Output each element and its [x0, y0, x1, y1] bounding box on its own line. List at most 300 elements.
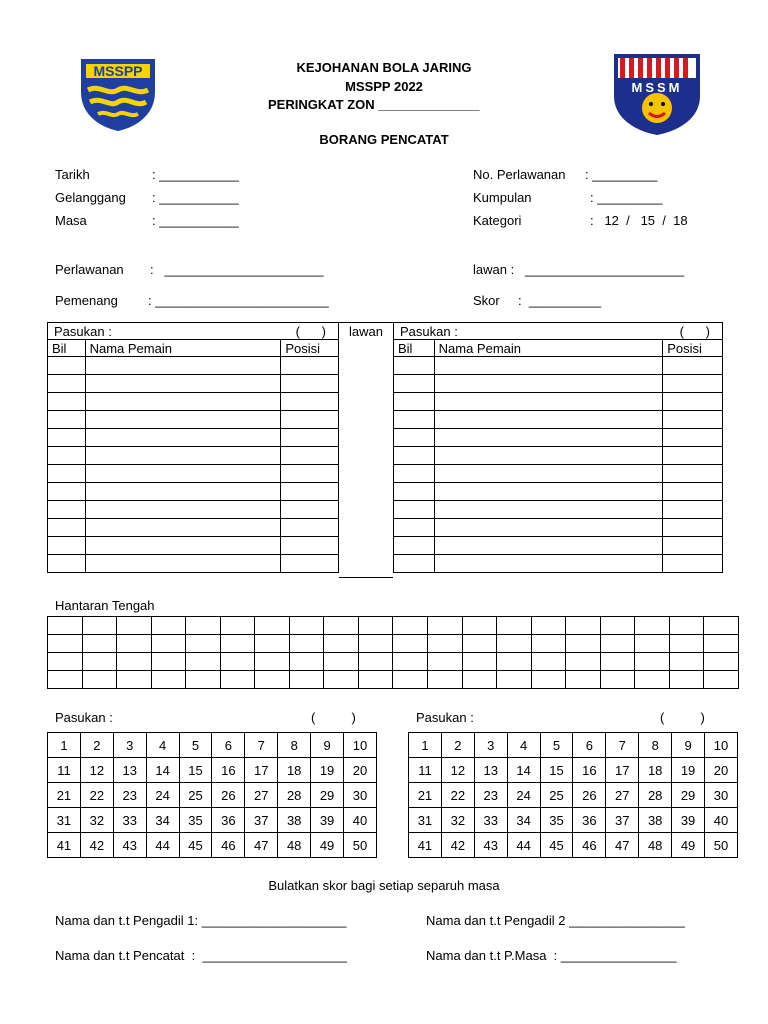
- player-row: [48, 501, 339, 519]
- score-cell[interactable]: 44: [507, 833, 540, 858]
- score-cell[interactable]: 27: [245, 783, 278, 808]
- score-cell[interactable]: 40: [705, 808, 738, 833]
- mssm-logo-text: MSSM: [631, 80, 683, 95]
- score-cell[interactable]: 16: [212, 758, 245, 783]
- team-code-field[interactable]: ( ): [679, 323, 710, 339]
- pemenang-field[interactable]: : ________________________: [148, 293, 329, 308]
- hantaran-cell[interactable]: [151, 671, 186, 689]
- score-cell[interactable]: 26: [212, 783, 245, 808]
- score-cell[interactable]: 29: [672, 783, 705, 808]
- hantaran-cell[interactable]: [566, 671, 601, 689]
- hantaran-cell[interactable]: [48, 653, 83, 671]
- player-bil-cell[interactable]: [394, 429, 435, 447]
- hantaran-cell[interactable]: [428, 653, 463, 671]
- hantaran-cell[interactable]: [255, 635, 290, 653]
- score-cell[interactable]: 5: [540, 733, 573, 758]
- player-name-cell[interactable]: [434, 501, 663, 519]
- hantaran-cell[interactable]: [704, 653, 739, 671]
- score-cell[interactable]: 42: [441, 833, 474, 858]
- hantaran-cell[interactable]: [186, 617, 221, 635]
- score-cell[interactable]: 17: [606, 758, 639, 783]
- hantaran-cell[interactable]: [428, 617, 463, 635]
- score-cell[interactable]: 2: [441, 733, 474, 758]
- pemenang-label: Pemenang: [55, 293, 118, 308]
- player-name-cell[interactable]: [434, 393, 663, 411]
- score-cell[interactable]: 36: [573, 808, 606, 833]
- score-cell[interactable]: 23: [474, 783, 507, 808]
- player-row: [48, 519, 339, 537]
- score-cell[interactable]: 3: [474, 733, 507, 758]
- score-cell[interactable]: 46: [573, 833, 606, 858]
- score-cell[interactable]: 25: [179, 783, 212, 808]
- hantaran-cell[interactable]: [462, 653, 497, 671]
- player-bil-cell[interactable]: [48, 465, 86, 483]
- hantaran-cell[interactable]: [48, 617, 83, 635]
- hantaran-cell[interactable]: [704, 617, 739, 635]
- score-cell[interactable]: 20: [344, 758, 377, 783]
- player-name-cell[interactable]: [85, 537, 281, 555]
- score-cell[interactable]: 31: [409, 808, 442, 833]
- hantaran-cell[interactable]: [635, 671, 670, 689]
- score-cell[interactable]: 18: [639, 758, 672, 783]
- hantaran-cell[interactable]: [428, 671, 463, 689]
- hantaran-cell[interactable]: [497, 635, 532, 653]
- score-cell[interactable]: 8: [639, 733, 672, 758]
- hantaran-cell[interactable]: [462, 617, 497, 635]
- score-cell[interactable]: 19: [311, 758, 344, 783]
- tarikh-field[interactable]: : ___________: [152, 167, 239, 182]
- hantaran-cell[interactable]: [600, 635, 635, 653]
- score-cell[interactable]: 19: [672, 758, 705, 783]
- gelanggang-field[interactable]: : ___________: [152, 190, 239, 205]
- score-cell[interactable]: 43: [474, 833, 507, 858]
- hantaran-cell[interactable]: [566, 653, 601, 671]
- hantaran-cell[interactable]: [393, 671, 428, 689]
- score-cell[interactable]: 43: [113, 833, 146, 858]
- player-name-cell[interactable]: [85, 357, 281, 375]
- hantaran-cell[interactable]: [82, 671, 117, 689]
- score-cell[interactable]: 4: [507, 733, 540, 758]
- score-cell[interactable]: 17: [245, 758, 278, 783]
- player-row: [48, 411, 339, 429]
- player-posisi-cell[interactable]: [281, 429, 339, 447]
- player-bil-cell[interactable]: [48, 447, 86, 465]
- score-cell[interactable]: 1: [409, 733, 442, 758]
- player-row: [48, 393, 339, 411]
- hantaran-cell[interactable]: [255, 653, 290, 671]
- no-perlawanan-label: No. Perlawanan: [473, 167, 566, 182]
- player-row: [394, 447, 723, 465]
- hantaran-cell[interactable]: [220, 635, 255, 653]
- perlawanan-label: Perlawanan: [55, 262, 124, 277]
- score-cell[interactable]: 6: [212, 733, 245, 758]
- score-cell[interactable]: 48: [278, 833, 311, 858]
- score-cell[interactable]: 25: [540, 783, 573, 808]
- score-cell[interactable]: 50: [344, 833, 377, 858]
- player-name-cell[interactable]: [85, 429, 281, 447]
- hantaran-cell[interactable]: [393, 617, 428, 635]
- player-name-cell[interactable]: [434, 483, 663, 501]
- player-posisi-cell[interactable]: [281, 465, 339, 483]
- score-cell[interactable]: 28: [278, 783, 311, 808]
- player-bil-cell[interactable]: [48, 483, 86, 501]
- score-cell[interactable]: 23: [113, 783, 146, 808]
- team-code-field[interactable]: ( ): [295, 323, 326, 339]
- team-name-label: Pasukan :: [400, 323, 458, 339]
- player-row: [48, 375, 339, 393]
- hantaran-cell[interactable]: [531, 653, 566, 671]
- score-cell[interactable]: 18: [278, 758, 311, 783]
- score-cell[interactable]: 8: [278, 733, 311, 758]
- score-cell[interactable]: 34: [146, 808, 179, 833]
- score-cell[interactable]: 3: [113, 733, 146, 758]
- score-cell[interactable]: 38: [639, 808, 672, 833]
- hantaran-cell[interactable]: [669, 671, 704, 689]
- hantaran-cell[interactable]: [186, 653, 221, 671]
- hantaran-cell[interactable]: [600, 653, 635, 671]
- player-bil-cell[interactable]: [394, 411, 435, 429]
- player-name-cell[interactable]: [434, 411, 663, 429]
- score-cell[interactable]: 47: [606, 833, 639, 858]
- score-cell[interactable]: 15: [540, 758, 573, 783]
- score-cell[interactable]: 13: [113, 758, 146, 783]
- pmasa-signature[interactable]: Nama dan t.t P.Masa : ________________: [426, 948, 677, 963]
- score-cell[interactable]: 11: [409, 758, 442, 783]
- hantaran-cell[interactable]: [566, 617, 601, 635]
- player-posisi-cell[interactable]: [281, 393, 339, 411]
- pencatat-signature[interactable]: Nama dan t.t Pencatat : ____________________: [55, 948, 348, 963]
- col-posisi-header: Posisi: [663, 340, 723, 357]
- player-bil-cell[interactable]: [48, 375, 86, 393]
- player-name-cell[interactable]: [85, 411, 281, 429]
- hantaran-cell[interactable]: [82, 635, 117, 653]
- score-cell[interactable]: 50: [705, 833, 738, 858]
- score-cell[interactable]: 49: [672, 833, 705, 858]
- player-posisi-cell[interactable]: [281, 375, 339, 393]
- event-year: MSSPP 2022: [345, 79, 423, 94]
- player-bil-cell[interactable]: [48, 501, 86, 519]
- hantaran-cell[interactable]: [324, 671, 359, 689]
- score-cell[interactable]: 33: [474, 808, 507, 833]
- hantaran-cell[interactable]: [82, 653, 117, 671]
- hantaran-cell[interactable]: [289, 635, 324, 653]
- player-name-cell[interactable]: [85, 447, 281, 465]
- perlawanan-field[interactable]: : ______________________: [150, 262, 324, 277]
- score-cell[interactable]: 39: [311, 808, 344, 833]
- player-bil-cell[interactable]: [48, 537, 86, 555]
- score-cell[interactable]: 10: [705, 733, 738, 758]
- hantaran-cell[interactable]: [324, 635, 359, 653]
- score-cell[interactable]: 9: [311, 733, 344, 758]
- form-title: BORANG PENCATAT: [319, 132, 449, 147]
- kategori-field[interactable]: : 12 / 15 / 18: [590, 213, 688, 228]
- player-bil-cell[interactable]: [48, 393, 86, 411]
- hantaran-cell[interactable]: [462, 671, 497, 689]
- hantaran-cell[interactable]: [704, 635, 739, 653]
- player-bil-cell[interactable]: [48, 411, 86, 429]
- hantaran-cell[interactable]: [48, 635, 83, 653]
- player-name-cell[interactable]: [85, 465, 281, 483]
- kumpulan-field[interactable]: : _________: [590, 190, 663, 205]
- score-cell[interactable]: 24: [507, 783, 540, 808]
- score-cell[interactable]: 6: [573, 733, 606, 758]
- score-cell[interactable]: 2: [80, 733, 113, 758]
- team-table-left: [47, 322, 339, 573]
- hantaran-cell[interactable]: [117, 653, 152, 671]
- hantaran-cell[interactable]: [669, 653, 704, 671]
- hantaran-cell[interactable]: [289, 653, 324, 671]
- player-name-cell[interactable]: [434, 465, 663, 483]
- player-name-cell[interactable]: [85, 393, 281, 411]
- hantaran-cell[interactable]: [497, 617, 532, 635]
- hantaran-cell[interactable]: [531, 671, 566, 689]
- player-row: [48, 537, 339, 555]
- hantaran-cell[interactable]: [531, 617, 566, 635]
- score-cell[interactable]: 21: [409, 783, 442, 808]
- player-name-cell[interactable]: [85, 375, 281, 393]
- player-bil-cell[interactable]: [394, 357, 435, 375]
- score-cell[interactable]: 21: [48, 783, 81, 808]
- score-cell[interactable]: 30: [705, 783, 738, 808]
- score-cell[interactable]: 32: [441, 808, 474, 833]
- score-cell[interactable]: 1: [48, 733, 81, 758]
- score-cell[interactable]: 15: [179, 758, 212, 783]
- player-name-cell[interactable]: [85, 519, 281, 537]
- player-posisi-cell[interactable]: [663, 429, 723, 447]
- player-name-cell[interactable]: [434, 447, 663, 465]
- player-row: [394, 465, 723, 483]
- player-bil-cell[interactable]: [48, 519, 86, 537]
- player-posisi-cell[interactable]: [281, 519, 339, 537]
- score-cell[interactable]: 40: [344, 808, 377, 833]
- player-bil-cell[interactable]: [394, 465, 435, 483]
- score-cell[interactable]: 16: [573, 758, 606, 783]
- player-name-cell[interactable]: [434, 519, 663, 537]
- player-name-cell[interactable]: [85, 483, 281, 501]
- score-cell[interactable]: 33: [113, 808, 146, 833]
- score-cell[interactable]: 37: [245, 808, 278, 833]
- pengadil1-signature[interactable]: Nama dan t.t Pengadil 1: ____________________: [55, 913, 347, 928]
- score-cell[interactable]: 14: [507, 758, 540, 783]
- score-cell[interactable]: 45: [179, 833, 212, 858]
- score-cell[interactable]: 11: [48, 758, 81, 783]
- hantaran-cell[interactable]: [635, 617, 670, 635]
- score-cell[interactable]: 41: [409, 833, 442, 858]
- hantaran-cell[interactable]: [117, 671, 152, 689]
- player-posisi-cell[interactable]: [663, 501, 723, 519]
- score-cell[interactable]: 24: [146, 783, 179, 808]
- player-posisi-cell[interactable]: [281, 447, 339, 465]
- skor-field[interactable]: : __________: [518, 293, 602, 308]
- player-bil-cell[interactable]: [394, 501, 435, 519]
- score-cell[interactable]: 46: [212, 833, 245, 858]
- player-posisi-cell[interactable]: [663, 465, 723, 483]
- score-cell[interactable]: 41: [48, 833, 81, 858]
- hantaran-cell[interactable]: [255, 617, 290, 635]
- score-cell[interactable]: 44: [146, 833, 179, 858]
- hantaran-cell[interactable]: [669, 617, 704, 635]
- msspp-logo-text: MSSPP: [93, 63, 143, 79]
- hantaran-cell[interactable]: [358, 671, 393, 689]
- event-level: PERINGKAT ZON ______________: [268, 97, 480, 112]
- score-cell[interactable]: 14: [146, 758, 179, 783]
- hantaran-cell[interactable]: [324, 617, 359, 635]
- hantaran-cell[interactable]: [289, 671, 324, 689]
- player-posisi-cell[interactable]: [663, 447, 723, 465]
- player-name-cell[interactable]: [434, 357, 663, 375]
- hantaran-cell[interactable]: [117, 617, 152, 635]
- player-posisi-cell[interactable]: [663, 411, 723, 429]
- player-posisi-cell[interactable]: [663, 483, 723, 501]
- hantaran-cell[interactable]: [566, 635, 601, 653]
- hantaran-cell[interactable]: [428, 635, 463, 653]
- score-cell[interactable]: 9: [672, 733, 705, 758]
- score-cell[interactable]: 38: [278, 808, 311, 833]
- hantaran-table: [47, 616, 739, 689]
- hantaran-cell[interactable]: [82, 617, 117, 635]
- player-posisi-cell[interactable]: [281, 555, 339, 573]
- player-posisi-cell[interactable]: [663, 537, 723, 555]
- hantaran-cell[interactable]: [220, 617, 255, 635]
- score-cell[interactable]: 12: [441, 758, 474, 783]
- hantaran-cell[interactable]: [358, 635, 393, 653]
- player-bil-cell[interactable]: [394, 483, 435, 501]
- score-cell[interactable]: 35: [179, 808, 212, 833]
- player-bil-cell[interactable]: [48, 357, 86, 375]
- hantaran-cell[interactable]: [393, 635, 428, 653]
- player-name-cell[interactable]: [85, 555, 281, 573]
- player-bil-cell[interactable]: [394, 537, 435, 555]
- score-cell[interactable]: 42: [80, 833, 113, 858]
- hantaran-cell[interactable]: [220, 653, 255, 671]
- player-name-cell[interactable]: [85, 501, 281, 519]
- score-cell[interactable]: 34: [507, 808, 540, 833]
- hantaran-cell[interactable]: [497, 671, 532, 689]
- hantaran-cell[interactable]: [186, 671, 221, 689]
- score-cell[interactable]: 48: [639, 833, 672, 858]
- hantaran-cell[interactable]: [324, 653, 359, 671]
- hantaran-cell[interactable]: [600, 617, 635, 635]
- player-name-cell[interactable]: [434, 537, 663, 555]
- player-bil-cell[interactable]: [394, 375, 435, 393]
- player-bil-cell[interactable]: [394, 555, 435, 573]
- score-cell[interactable]: 7: [606, 733, 639, 758]
- hantaran-cell[interactable]: [117, 635, 152, 653]
- hantaran-cell[interactable]: [497, 653, 532, 671]
- player-posisi-cell[interactable]: [663, 555, 723, 573]
- score-cell[interactable]: 49: [311, 833, 344, 858]
- hantaran-cell[interactable]: [393, 653, 428, 671]
- gelanggang-label: Gelanggang: [55, 190, 126, 205]
- col-bil-header: Bil: [48, 340, 86, 357]
- score-cell[interactable]: 45: [540, 833, 573, 858]
- score-cell[interactable]: 39: [672, 808, 705, 833]
- player-posisi-cell[interactable]: [663, 357, 723, 375]
- player-row: [394, 429, 723, 447]
- player-bil-cell[interactable]: [48, 429, 86, 447]
- score-cell[interactable]: 12: [80, 758, 113, 783]
- score-cell[interactable]: 30: [344, 783, 377, 808]
- pengadil2-signature[interactable]: Nama dan t.t Pengadil 2 ________________: [426, 913, 685, 928]
- score-cell[interactable]: 47: [245, 833, 278, 858]
- score-cell[interactable]: 7: [245, 733, 278, 758]
- hantaran-cell[interactable]: [220, 671, 255, 689]
- hantaran-cell[interactable]: [151, 635, 186, 653]
- hantaran-cell[interactable]: [358, 653, 393, 671]
- score-cell[interactable]: 31: [48, 808, 81, 833]
- player-name-cell[interactable]: [434, 555, 663, 573]
- score-cell[interactable]: 10: [344, 733, 377, 758]
- score-cell[interactable]: 27: [606, 783, 639, 808]
- player-bil-cell[interactable]: [394, 393, 435, 411]
- player-bil-cell[interactable]: [48, 555, 86, 573]
- hantaran-label: Hantaran Tengah: [55, 598, 155, 613]
- hantaran-cell[interactable]: [462, 635, 497, 653]
- score-cell[interactable]: 22: [80, 783, 113, 808]
- hantaran-cell[interactable]: [669, 635, 704, 653]
- player-row: [394, 555, 723, 573]
- hantaran-cell[interactable]: [186, 635, 221, 653]
- player-posisi-cell[interactable]: [281, 357, 339, 375]
- lawan-field[interactable]: ______________________: [525, 262, 685, 277]
- hantaran-cell[interactable]: [151, 653, 186, 671]
- hantaran-cell[interactable]: [635, 635, 670, 653]
- score-cell[interactable]: 35: [540, 808, 573, 833]
- score-team-right-paren: ( ): [660, 710, 705, 725]
- score-cell[interactable]: 37: [606, 808, 639, 833]
- score-cell[interactable]: 26: [573, 783, 606, 808]
- player-bil-cell[interactable]: [394, 519, 435, 537]
- score-cell[interactable]: 20: [705, 758, 738, 783]
- player-posisi-cell[interactable]: [281, 537, 339, 555]
- player-posisi-cell[interactable]: [281, 501, 339, 519]
- player-posisi-cell[interactable]: [663, 393, 723, 411]
- player-name-cell[interactable]: [434, 375, 663, 393]
- player-posisi-cell[interactable]: [663, 519, 723, 537]
- score-cell[interactable]: 4: [146, 733, 179, 758]
- team-table-right: [393, 322, 723, 573]
- score-cell[interactable]: 28: [639, 783, 672, 808]
- player-posisi-cell[interactable]: [663, 375, 723, 393]
- hantaran-cell[interactable]: [600, 671, 635, 689]
- score-cell[interactable]: 5: [179, 733, 212, 758]
- score-grid-left: [47, 732, 377, 858]
- hantaran-cell[interactable]: [289, 617, 324, 635]
- player-posisi-cell[interactable]: [281, 483, 339, 501]
- no-perlawanan-field[interactable]: : _________: [585, 167, 658, 182]
- player-row: [394, 393, 723, 411]
- player-bil-cell[interactable]: [394, 447, 435, 465]
- score-cell[interactable]: 29: [311, 783, 344, 808]
- kumpulan-label: Kumpulan: [473, 190, 532, 205]
- player-posisi-cell[interactable]: [281, 411, 339, 429]
- player-name-cell[interactable]: [434, 429, 663, 447]
- hantaran-cell[interactable]: [531, 635, 566, 653]
- masa-field[interactable]: : ___________: [152, 213, 239, 228]
- kategori-label: Kategori: [473, 213, 522, 228]
- hantaran-cell[interactable]: [255, 671, 290, 689]
- hantaran-cell[interactable]: [151, 617, 186, 635]
- hantaran-cell[interactable]: [704, 671, 739, 689]
- score-cell[interactable]: 32: [80, 808, 113, 833]
- score-cell[interactable]: 36: [212, 808, 245, 833]
- player-row: [394, 357, 723, 375]
- score-cell[interactable]: 22: [441, 783, 474, 808]
- hantaran-cell[interactable]: [635, 653, 670, 671]
- score-cell[interactable]: 13: [474, 758, 507, 783]
- hantaran-cell[interactable]: [358, 617, 393, 635]
- hantaran-cell[interactable]: [48, 671, 83, 689]
